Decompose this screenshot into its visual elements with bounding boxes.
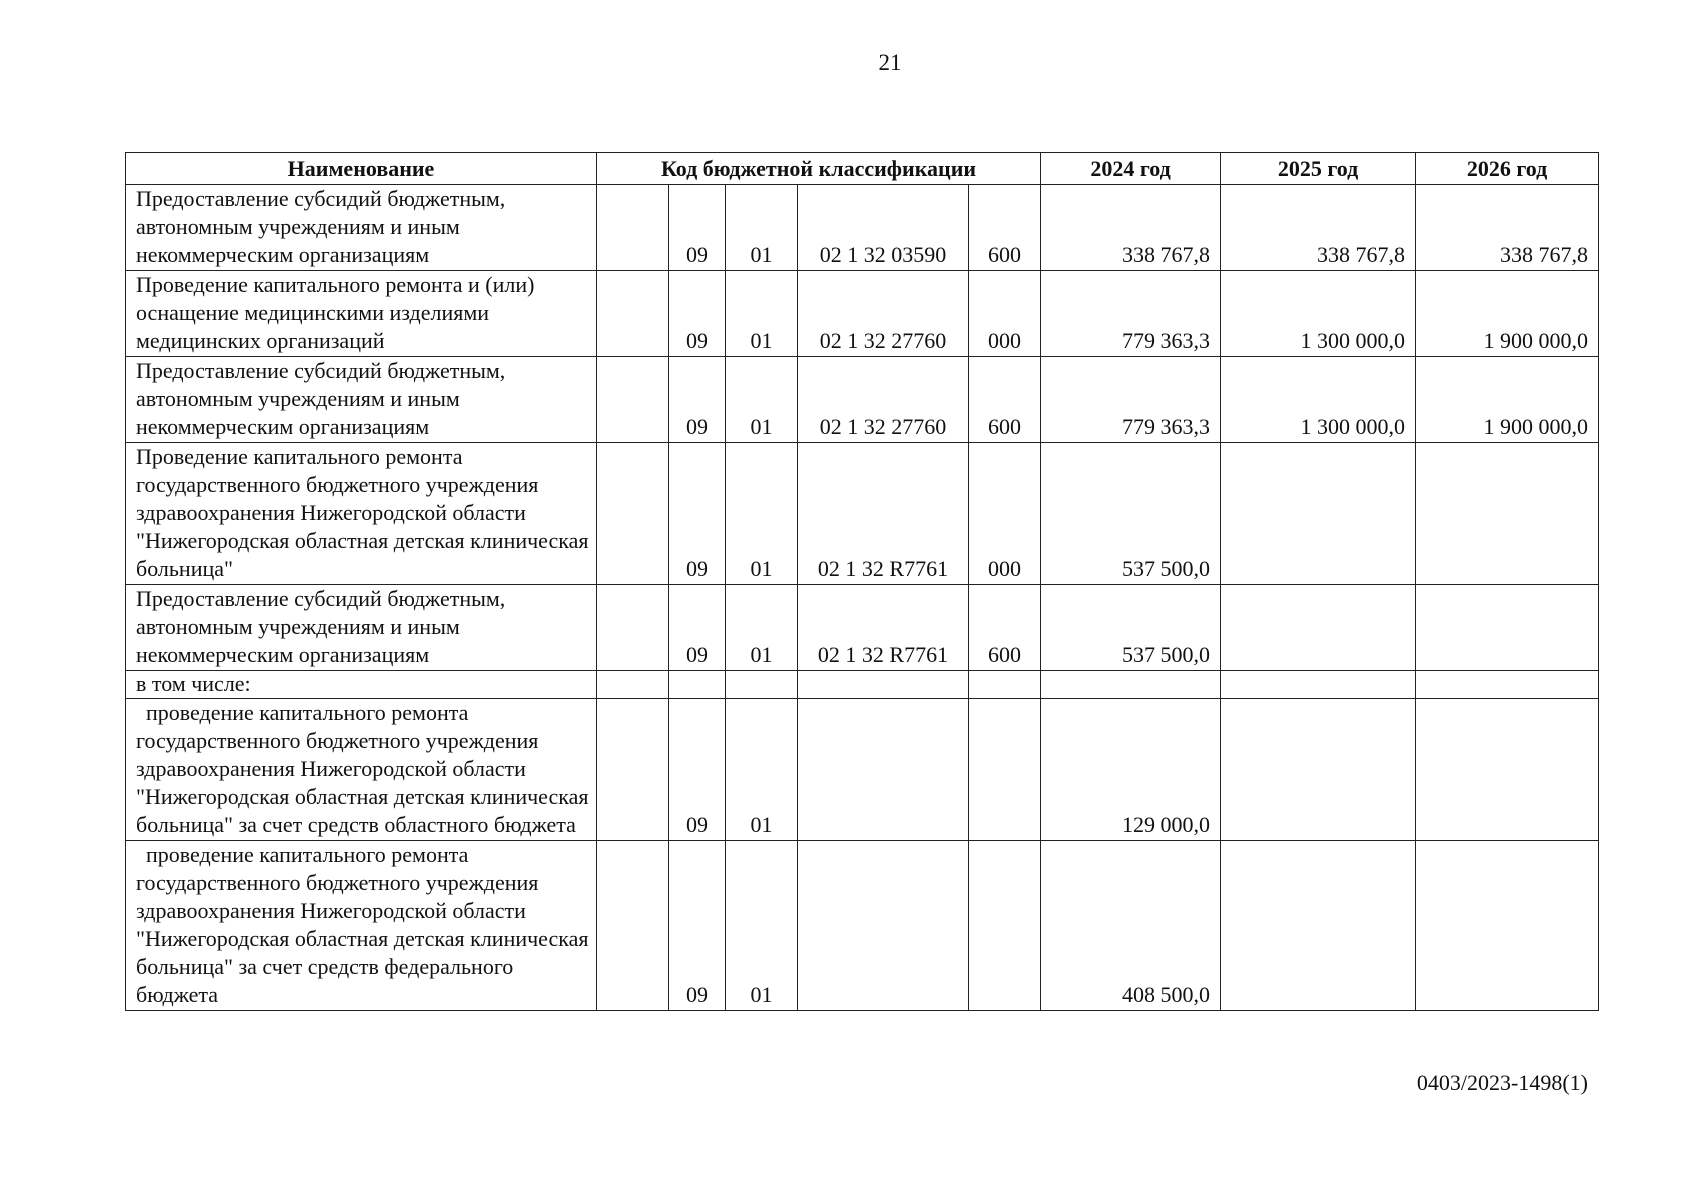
- row-value-2026: 338 767,8: [1416, 185, 1599, 271]
- row-code-blank: [597, 443, 669, 585]
- table-row: [126, 585, 1599, 671]
- row-value-2025: [1221, 671, 1416, 699]
- row-code-expense: [969, 699, 1041, 841]
- row-code-subsection: 01: [726, 699, 798, 841]
- row-code-blank: [597, 585, 669, 671]
- table-row: [126, 271, 1599, 357]
- row-code-section: 09: [669, 357, 726, 443]
- row-code-section: 09: [669, 271, 726, 357]
- row-value-2024: 129 000,0: [1041, 699, 1221, 841]
- row-code-expense: [969, 841, 1041, 1011]
- row-code-section: 09: [669, 443, 726, 585]
- row-code-target: 02 1 32 03590: [798, 185, 969, 271]
- row-value-2025: [1221, 443, 1416, 585]
- header-code: Код бюджетной классификации: [597, 153, 1041, 185]
- row-value-2025: 1 300 000,0: [1221, 271, 1416, 357]
- row-value-2024: 338 767,8: [1041, 185, 1221, 271]
- row-code-target: 02 1 32 R7761: [798, 585, 969, 671]
- row-value-2026: [1416, 443, 1599, 585]
- table-row: [126, 699, 1599, 841]
- header-2024: 2024 год: [1041, 153, 1221, 185]
- row-code-expense: 600: [969, 585, 1041, 671]
- row-value-2026: [1416, 699, 1599, 841]
- header-2025: 2025 год: [1221, 153, 1416, 185]
- row-value-2026: [1416, 841, 1599, 1011]
- row-name: Проведение капитального ремонта государственного бюджетного учреждения здравоохранения Нижегородской области "Нижегородская областная детская клиническая больница": [126, 443, 597, 585]
- row-value-2025: [1221, 841, 1416, 1011]
- row-code-subsection: 01: [726, 841, 798, 1011]
- document-id: 0403/2023-1498(1): [1416, 1070, 1588, 1095]
- table-row: [126, 185, 1599, 271]
- row-code-expense: 600: [969, 357, 1041, 443]
- row-code-blank: [597, 841, 669, 1011]
- row-code-subsection: 01: [726, 357, 798, 443]
- row-code-target: 02 1 32 27760: [798, 271, 969, 357]
- row-code-target: [798, 671, 969, 699]
- row-code-section: 09: [669, 585, 726, 671]
- row-value-2024: 779 363,3: [1041, 357, 1221, 443]
- row-code-blank: [597, 271, 669, 357]
- header-name: Наименование: [126, 153, 597, 185]
- row-code-expense: 000: [969, 271, 1041, 357]
- row-name: Предоставление субсидий бюджетным, автономным учреждениям и иным некоммерческим организациям: [126, 185, 597, 271]
- row-value-2024: 537 500,0: [1041, 585, 1221, 671]
- table-row: [126, 671, 1599, 699]
- row-value-2026: [1416, 671, 1599, 699]
- row-value-2025: [1221, 585, 1416, 671]
- row-code-target: [798, 699, 969, 841]
- row-value-2026: 1 900 000,0: [1416, 271, 1599, 357]
- row-name: Предоставление субсидий бюджетным, автономным учреждениям и иным некоммерческим организациям: [126, 585, 597, 671]
- table-row: [126, 443, 1599, 585]
- row-code-expense: 000: [969, 443, 1041, 585]
- row-name: проведение капитального ремонта государственного бюджетного учреждения здравоохранения Нижегородской области "Нижегородская областная детская клиническая больница" за счет средств областного бюджета: [126, 699, 597, 841]
- row-value-2024: [1041, 671, 1221, 699]
- row-name: проведение капитального ремонта государственного бюджетного учреждения здравоохранения Нижегородской области "Нижегородская областная детская клиническая больница" за счет средств федерального бюджета: [126, 841, 597, 1011]
- header-2026: 2026 год: [1416, 153, 1599, 185]
- page-number: 21: [878, 50, 902, 75]
- row-name: Предоставление субсидий бюджетным, автономным учреждениям и иным некоммерческим организациям: [126, 357, 597, 443]
- row-code-subsection: 01: [726, 585, 798, 671]
- row-code-section: [669, 671, 726, 699]
- row-value-2024: 408 500,0: [1041, 841, 1221, 1011]
- row-code-expense: [969, 671, 1041, 699]
- table-row: [126, 357, 1599, 443]
- row-code-target: 02 1 32 R7761: [798, 443, 969, 585]
- row-code-blank: [597, 185, 669, 271]
- row-code-expense: 600: [969, 185, 1041, 271]
- row-value-2026: 1 900 000,0: [1416, 357, 1599, 443]
- row-code-blank: [597, 699, 669, 841]
- table-header-row: [126, 153, 1599, 185]
- row-value-2024: 537 500,0: [1041, 443, 1221, 585]
- row-value-2024: 779 363,3: [1041, 271, 1221, 357]
- row-code-subsection: 01: [726, 185, 798, 271]
- row-code-target: [798, 841, 969, 1011]
- row-name: в том числе:: [126, 671, 597, 699]
- budget-table: [125, 152, 1599, 1011]
- row-value-2025: [1221, 699, 1416, 841]
- row-code-section: 09: [669, 699, 726, 841]
- row-code-section: 09: [669, 185, 726, 271]
- row-code-blank: [597, 357, 669, 443]
- row-code-section: 09: [669, 841, 726, 1011]
- row-value-2026: [1416, 585, 1599, 671]
- row-name: Проведение капитального ремонта и (или) оснащение медицинскими изделиями медицинских организаций: [126, 271, 597, 357]
- row-value-2025: 338 767,8: [1221, 185, 1416, 271]
- row-code-subsection: 01: [726, 443, 798, 585]
- row-code-blank: [597, 671, 669, 699]
- row-code-subsection: [726, 671, 798, 699]
- row-value-2025: 1 300 000,0: [1221, 357, 1416, 443]
- row-code-target: 02 1 32 27760: [798, 357, 969, 443]
- row-code-subsection: 01: [726, 271, 798, 357]
- table-row: [126, 841, 1599, 1011]
